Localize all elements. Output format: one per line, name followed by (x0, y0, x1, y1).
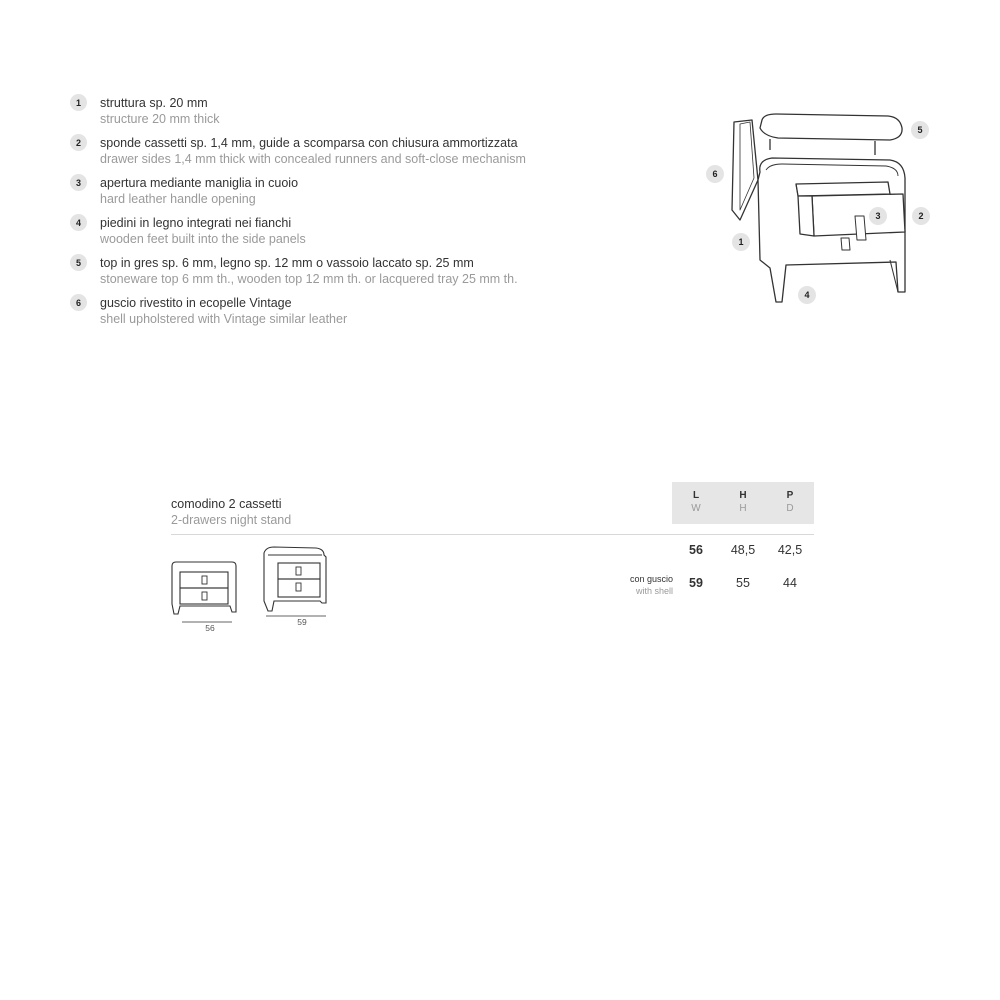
table-divider (171, 534, 814, 535)
nightstand-drawing (700, 110, 940, 310)
feature-item (70, 293, 630, 333)
thumbnail-width-label: 59 (297, 617, 307, 627)
row2-height-value: 55 (736, 576, 750, 590)
feature-text-it: piedini in legno integrati nei fianchi (100, 216, 292, 230)
row2-note-en: with shell (635, 586, 673, 596)
product-title-it: comodino 2 cassetti (171, 497, 282, 511)
header-depth-label: P (786, 490, 794, 501)
feature-text-en: drawer sides 1,4 mm thick with concealed runners and soft-close mechanism (100, 152, 526, 166)
feature-text-en: stoneware top 6 mm th., wooden top 12 mm th. or lacquered tray 25 mm th. (100, 272, 518, 286)
row1-depth-value: 42,5 (777, 543, 803, 557)
feature-text-en: shell upholstered with Vintage similar leather (100, 312, 348, 326)
row2-depth-value: 44 (783, 576, 797, 590)
feature-number-badge: 2 (70, 134, 87, 151)
feature-item (70, 133, 630, 173)
row1-width-value: 56 (689, 543, 703, 557)
feature-list (70, 93, 630, 333)
feature-item (70, 93, 630, 133)
feature-text-it: guscio rivestito in ecopelle Vintage (100, 296, 292, 310)
feature-number-badge: 1 (70, 94, 87, 111)
callout-badge-1: 1 (732, 233, 750, 251)
header-width-sublabel: W (691, 503, 701, 514)
nightstand-thumbnail-drawing (168, 556, 240, 626)
feature-item (70, 253, 630, 293)
callout-badge-6: 6 (706, 165, 724, 183)
callout-badge-2: 2 (912, 207, 930, 225)
feature-number-badge: 3 (70, 174, 87, 191)
feature-number-badge: 4 (70, 214, 87, 231)
feature-text-it: apertura mediante maniglia in cuoio (100, 176, 299, 190)
feature-item (70, 213, 630, 253)
feature-text-it: struttura sp. 20 mm (100, 96, 208, 110)
row1-height-value: 48,5 (730, 543, 756, 557)
feature-number-badge: 5 (70, 254, 87, 271)
nightstand-thumbnail-standard (168, 556, 240, 631)
header-width-label: L (692, 490, 700, 501)
nightstand-thumbnail-with-shell (260, 545, 332, 627)
feature-text-it: sponde cassetti sp. 1,4 mm, guide a scomparsa con chiusura ammortizzata (100, 136, 518, 150)
nightstand-exploded-illustration (700, 110, 940, 310)
row2-note-it: con guscio (629, 574, 673, 584)
feature-text-en: wooden feet built into the side panels (100, 232, 306, 246)
product-title-en: 2-drawers night stand (171, 513, 292, 527)
header-depth-sublabel: D (786, 503, 794, 514)
thumbnail-width-label: 56 (205, 623, 215, 633)
feature-text-en: hard leather handle opening (100, 192, 256, 206)
feature-text-it: top in gres sp. 6 mm, legno sp. 12 mm o vassoio laccato sp. 25 mm (100, 256, 474, 270)
header-height-label: H (739, 490, 747, 501)
nightstand-thumbnail-shell-drawing (260, 545, 332, 617)
callout-badge-3: 3 (869, 207, 887, 225)
callout-badge-4: 4 (798, 286, 816, 304)
feature-number-badge: 6 (70, 294, 87, 311)
feature-text-en: structure 20 mm thick (100, 112, 220, 126)
row2-width-value: 59 (689, 576, 703, 590)
feature-item (70, 173, 630, 213)
callout-badge-5: 5 (911, 121, 929, 139)
header-height-sublabel: H (739, 503, 747, 514)
